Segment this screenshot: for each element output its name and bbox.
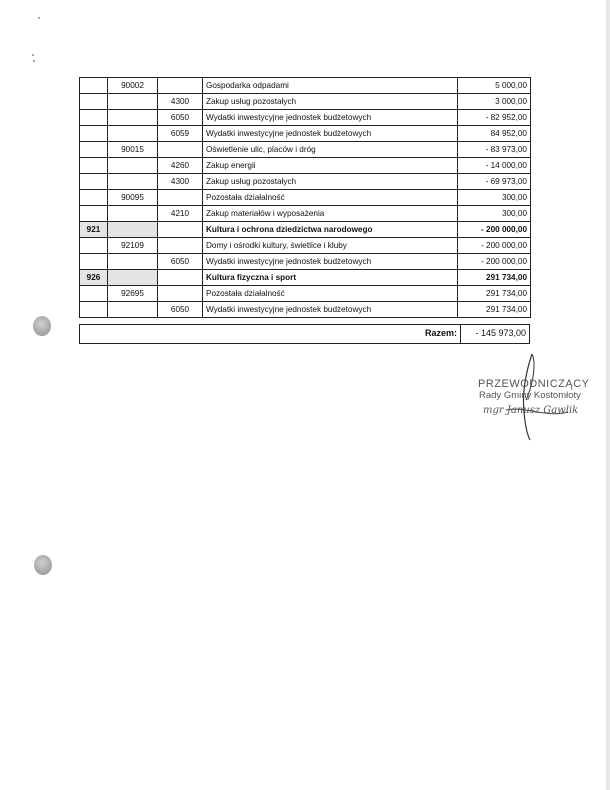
dzial-cell: [80, 126, 108, 142]
description-cell: Zakup usług pozostałych: [203, 174, 458, 190]
dzial-cell: [80, 78, 108, 94]
page-edge: [606, 0, 610, 790]
dzial-cell: [80, 190, 108, 206]
description-cell: Zakup usług pozostałych: [203, 94, 458, 110]
amount-cell: 300,00: [458, 190, 531, 206]
rozdzial-cell: 92109: [108, 238, 158, 254]
rozdzial-cell: [108, 158, 158, 174]
table-row: [80, 286, 531, 302]
amount-cell: - 83 973,00: [458, 142, 531, 158]
table-row: [80, 206, 531, 222]
dzial-cell: 926: [80, 270, 108, 286]
rozdzial-cell: [108, 126, 158, 142]
dzial-cell: [80, 254, 108, 270]
table-row: [80, 222, 531, 238]
dzial-cell: [80, 302, 108, 318]
description-cell: Kultura i ochrona dziedzictwa narodowego: [203, 222, 458, 238]
paragraf-cell: 4300: [158, 174, 203, 190]
total-row: [79, 324, 530, 344]
paragraf-cell: [158, 142, 203, 158]
dzial-cell: [80, 94, 108, 110]
amount-cell: 84 952,00: [458, 126, 531, 142]
description-cell: Wydatki inwestycyjne jednostek budżetowych: [203, 254, 458, 270]
paragraf-cell: 6050: [158, 302, 203, 318]
signature-name: mgr Janusz Gawlik: [483, 405, 579, 416]
rozdzial-cell: 92695: [108, 286, 158, 302]
description-cell: Pozostała działalność: [203, 190, 458, 206]
scan-speck: [33, 60, 35, 62]
paragraf-cell: [158, 190, 203, 206]
total-divider: [460, 325, 461, 343]
description-cell: Wydatki inwestycyjne jednostek budżetowych: [203, 302, 458, 318]
table-row: [80, 190, 531, 206]
punch-hole-top: [33, 316, 51, 336]
budget-table: [79, 77, 531, 318]
amount-cell: 291 734,00: [458, 302, 531, 318]
paragraf-cell: [158, 238, 203, 254]
dzial-cell: [80, 286, 108, 302]
rozdzial-cell: [108, 222, 158, 238]
description-cell: Wydatki inwestycyjne jednostek budżetowych: [203, 110, 458, 126]
dzial-cell: [80, 174, 108, 190]
dzial-cell: 921: [80, 222, 108, 238]
rozdzial-cell: [108, 206, 158, 222]
rozdzial-cell: [108, 94, 158, 110]
table-row: [80, 94, 531, 110]
scan-speck: [32, 54, 34, 56]
amount-cell: - 200 000,00: [458, 222, 531, 238]
rozdzial-cell: [108, 254, 158, 270]
table-row: [80, 78, 531, 94]
total-label: Razem:: [424, 328, 457, 338]
table-row: [80, 126, 531, 142]
amount-cell: - 82 952,00: [458, 110, 531, 126]
paragraf-cell: [158, 78, 203, 94]
amount-cell: 291 734,00: [458, 270, 531, 286]
paragraf-cell: 6050: [158, 254, 203, 270]
description-cell: Domy i ośrodki kultury, świetlice i kluby: [203, 238, 458, 254]
description-cell: Oświetlenie ulic, placów i dróg: [203, 142, 458, 158]
table-row: [80, 302, 531, 318]
scan-speck: [38, 17, 40, 19]
table-row: [80, 174, 531, 190]
description-cell: Pozostała działalność: [203, 286, 458, 302]
description-cell: Wydatki inwestycyjne jednostek budżetowych: [203, 126, 458, 142]
description-cell: Zakup energii: [203, 158, 458, 174]
rozdzial-cell: [108, 270, 158, 286]
dzial-cell: [80, 206, 108, 222]
description-cell: Zakup materiałów i wyposażenia: [203, 206, 458, 222]
amount-cell: 291 734,00: [458, 286, 531, 302]
table-row: [80, 238, 531, 254]
description-cell: Gospodarka odpadami: [203, 78, 458, 94]
table-row: [80, 254, 531, 270]
amount-cell: 5 000,00: [458, 78, 531, 94]
amount-cell: - 200 000,00: [458, 254, 531, 270]
rozdzial-cell: [108, 174, 158, 190]
dzial-cell: [80, 158, 108, 174]
table-row: [80, 142, 531, 158]
paragraf-cell: [158, 286, 203, 302]
dzial-cell: [80, 238, 108, 254]
rozdzial-cell: 90015: [108, 142, 158, 158]
punch-hole-bottom: [34, 555, 52, 575]
dzial-cell: [80, 110, 108, 126]
signature-title: PRZEWODNICZĄCY: [478, 378, 590, 390]
paragraf-cell: 6059: [158, 126, 203, 142]
table-row: [80, 270, 531, 286]
paragraf-cell: [158, 270, 203, 286]
table-row: [80, 158, 531, 174]
amount-cell: - 69 973,00: [458, 174, 531, 190]
amount-cell: - 14 000,00: [458, 158, 531, 174]
amount-cell: 3 000,00: [458, 94, 531, 110]
table-row: [80, 110, 531, 126]
paragraf-cell: 4210: [158, 206, 203, 222]
amount-cell: - 200 000,00: [458, 238, 531, 254]
signature-council: Rady Gminy Kostomłoty: [479, 390, 581, 401]
paragraf-cell: 4300: [158, 94, 203, 110]
paragraf-cell: 6050: [158, 110, 203, 126]
paragraf-cell: [158, 222, 203, 238]
description-cell: Kultura fizyczna i sport: [203, 270, 458, 286]
rozdzial-cell: [108, 110, 158, 126]
rozdzial-cell: 90002: [108, 78, 158, 94]
total-value: - 145 973,00: [475, 328, 526, 338]
rozdzial-cell: [108, 302, 158, 318]
rozdzial-cell: 90095: [108, 190, 158, 206]
dzial-cell: [80, 142, 108, 158]
paragraf-cell: 4260: [158, 158, 203, 174]
amount-cell: 300,00: [458, 206, 531, 222]
